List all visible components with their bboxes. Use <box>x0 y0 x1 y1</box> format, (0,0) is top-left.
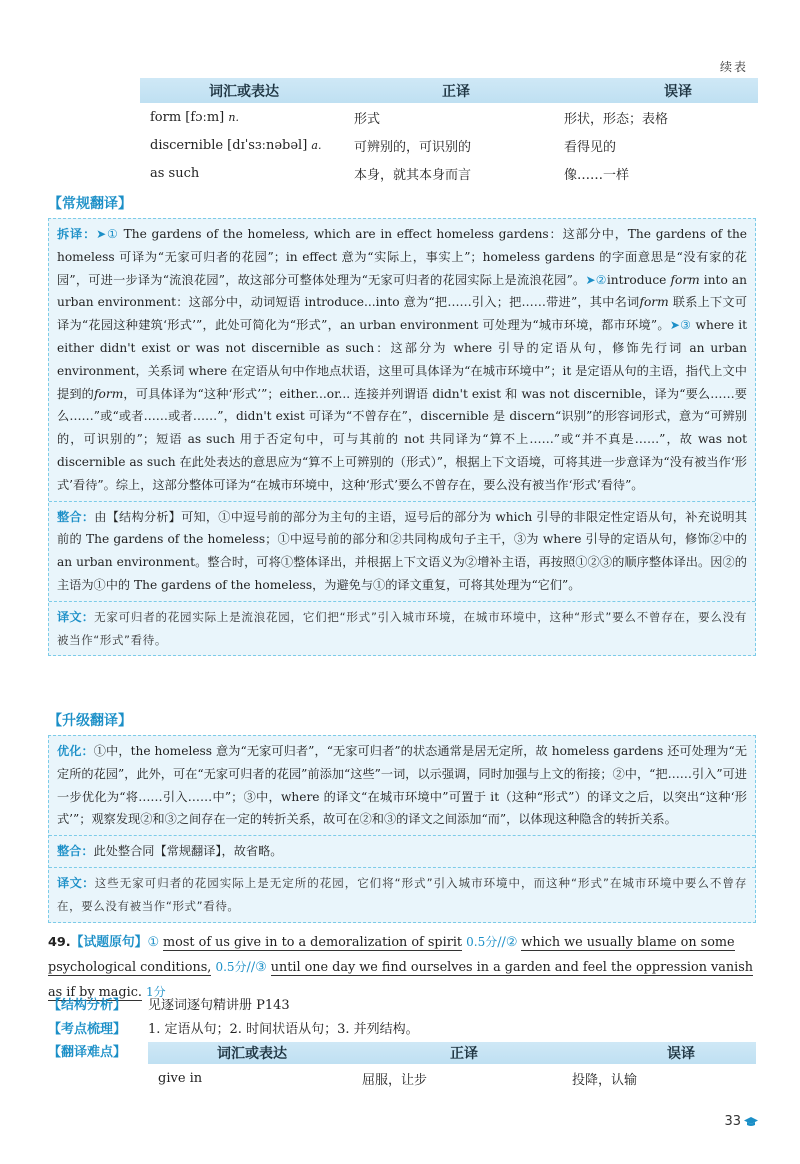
wrong-translation: 像……一样 <box>564 167 630 183</box>
wrong-translation: 投降，认输 <box>572 1072 638 1088</box>
sentence-part-2: which we usually blame on some psychological conditions, <box>48 935 735 975</box>
structure-analysis-tag: 【结构分析】 <box>48 998 127 1013</box>
term: discernible [dɪˈsɜːnəbəl] <box>150 137 308 153</box>
col-wrong: 误译 <box>664 83 692 100</box>
upgrade-translation-box <box>48 735 756 923</box>
circle-1-icon: ① <box>147 935 159 950</box>
merge-paragraph <box>49 835 755 867</box>
col-term: 词汇或表达 <box>217 1046 287 1062</box>
term: as such <box>150 165 200 181</box>
merge-text: 此处整合同【常规翻译】，故省略。 <box>93 844 283 859</box>
col-correct: 正译 <box>450 1046 478 1062</box>
vocab-table-header <box>140 78 758 103</box>
split-label: 拆译： <box>57 227 97 241</box>
circle-1-icon: ① <box>106 227 119 241</box>
correct-translation: 形式 <box>354 111 381 127</box>
col-term: 词汇或表达 <box>209 83 279 100</box>
optimize-text: ①中，the homeless 意为“无家可归者”，“无家可归者”的状态通常是居无定所，故 homeless gardens 还可处理为“无定所的花园”，此外，可在“无家可归者的花园”前添加“这些”一词，以示强调，同时加强与上文的衔接；②中，“把……引入”可进一步优化为“将……引入……中”；③中，where 的译文“在城市环境中”可置于 it（这种“形式”）的译文之后，以突出“这种‘形式’”；观察发现②和③之间存在一定的转折关系，故可在②和③的译文之间添加“而”，以体现这种隐含的转折关系。 <box>57 744 748 827</box>
exam-points-row <box>48 1018 419 1037</box>
part-of-speech: n. <box>228 110 239 124</box>
translation-text: 这些无家可归者的花园实际上是无定所的花园，它们将“形式”引入城市环境中，而这种“形式”在城市环境中要么不曾存在，要么没有被当作“形式”看待。 <box>57 875 748 913</box>
optimize-paragraph <box>49 736 755 835</box>
arrow-icon: ➤ <box>585 272 596 287</box>
split-part-3a: where it either didn't exist or was not discernible as such：这部分为 where 引导的定语从句，修饰先行词 an urban environment，关系词 where 在定语从句中作地点状语，这里可具体译为“在城市环境中”；it 是定语从句的主语，指代上文中提到的 <box>57 318 747 401</box>
col-correct: 正译 <box>442 83 470 100</box>
original-sentence-tag: 【试题原句】 <box>70 935 148 950</box>
difficulty-row <box>48 1042 756 1092</box>
merge-text: 由【结构分析】可知，①中逗号前的部分为主句的主语，逗号后的部分为 which 引导的非限定性定语从句，补充说明其前的 The gardens of the homeless；①中逗号前的部分和②共同构成句子主干，③为 where 引导的定语从句，修饰②中的 an urban environment。整合时，可将①整体译出，并根据上下文语义为②增补主语，再按照①②③的顺序整体译出。因②的主语为①中的 The gardens of the homeless，为避免与①的译文重复，可将其处理为“它们”。 <box>57 509 748 592</box>
split-part-3b: ，可具体译为“这种‘形式’”；either...or... 连接并列谓语 didn't exist 和 was not discernible，译为“要么……要么……”或“或者……或者……”，didn't exist 可译为“不曾存在”，discernible 是 discern“识别”的形容词形式，意为“可辨别的，可识别的”；短语 as such 用于否定句中，可与其前的 not 共同译为“算不上……”或“并不真是……”，故 was not discernible as such 在此处表达的意思应为“算不上可辨别的（形式）”，根据上下文语境，可将其进一步意译为“没有被当作‘形式’看待”。综上，这部分整体可译为“在城市环境中，这种‘形式’要么不曾存在，要么没有被当作‘形式’看待”。 <box>57 386 747 492</box>
translation-label: 译文： <box>57 609 95 624</box>
continued-label: 续表 <box>719 60 748 74</box>
question-number: 49. <box>48 935 71 950</box>
translation-paragraph <box>49 867 755 922</box>
sentence-part-1: most of us give in to a demoralization of spirit <box>163 935 463 950</box>
page-number-text: 33 <box>724 1114 741 1129</box>
wrong-translation: 形状，形态；表格 <box>564 111 669 127</box>
circle-2-icon: ② <box>505 935 518 950</box>
wrong-translation: 看得见的 <box>564 139 617 155</box>
question-49: 49.【试题原句】① most of us give in to a demoralization of spirit 0.5分//② which we usually blame on some psychological conditions, 0.5分//③ until one day we find ourselves in a garden and feel the oppression vanish as if by magic. 1分 <box>48 935 754 1000</box>
col-wrong: 误译 <box>667 1046 695 1062</box>
split-part-2a: introduce <box>606 272 671 287</box>
translation-label: 译文： <box>57 875 95 890</box>
split-part-3-em: form <box>94 386 124 401</box>
table-row <box>140 103 758 131</box>
split-part-1: The gardens of the homeless, which are in effect homeless gardens：这部分中，The gardens of the homeless 可译为“无家可归者的花园”；in effect 意为“实际上，事实上”；homeless gardens 的字面意思是“没有家的花园”，可进一步译为“流浪花园”，故这部分可整体处理为“无家可归者的花园实际上是流浪花园”。 <box>57 227 748 287</box>
arrow-icon: ➤ <box>669 318 680 333</box>
upgrade-translation-tag: 【升级翻译】 <box>48 713 132 729</box>
part-of-speech: a. <box>311 138 322 152</box>
split-part-2b: into an urban environment：这部分中，动词短语 introduce...into 意为“把……引入；把……带进”，其中名词 <box>57 272 747 310</box>
structure-analysis-text: 见逐词逐句精讲册 P143 <box>148 998 290 1013</box>
merge-label: 整合： <box>57 509 95 524</box>
table-row <box>148 1064 756 1092</box>
difficulty-table-header <box>148 1042 756 1064</box>
correct-translation: 屈服，让步 <box>362 1072 428 1088</box>
vocab-table <box>140 78 758 187</box>
circle-3-icon: ③ <box>255 960 267 975</box>
exam-points-tag: 【考点梳理】 <box>48 1022 127 1037</box>
table-row <box>140 159 758 187</box>
term: form [fɔːm] <box>150 109 225 125</box>
exam-points-text: 1. 定语从句；2. 时间状语从句；3. 并列结构。 <box>148 1022 419 1037</box>
translation-paragraph <box>49 601 755 656</box>
sentence-part-3: until one day we find ourselves in a garden and feel the oppression vanish as if by magic. <box>48 960 754 1000</box>
regular-translation-box <box>48 218 756 656</box>
score-1: 0.5分 <box>466 935 498 949</box>
circle-2-icon: ② <box>595 272 607 287</box>
circle-3-icon: ③ <box>679 318 692 333</box>
page-number <box>724 1114 758 1129</box>
arrow-icon: ➤ <box>96 227 107 241</box>
optimize-label: 优化： <box>57 744 94 758</box>
merge-paragraph <box>49 501 755 601</box>
table-row <box>140 131 758 159</box>
split-part-2-em: form <box>670 272 700 287</box>
structure-analysis-row <box>48 994 290 1013</box>
score-3: 1分 <box>146 985 166 999</box>
split-paragraph <box>49 219 755 501</box>
regular-translation-tag: 【常规翻译】 <box>48 196 132 212</box>
split-part-2c: 联系上下文可译为“花园这种建筑‘形式’”，此处可简化为“形式”，an urban environment 可处理为“城市环境，都市环境”。 <box>57 295 748 333</box>
difficulty-table <box>148 1042 756 1092</box>
correct-translation: 可辨别的，可识别的 <box>354 139 472 155</box>
difficulty-tag: 【翻译难点】 <box>48 1045 127 1060</box>
term: give in <box>158 1070 203 1086</box>
split-part-2-em: form <box>639 295 669 310</box>
merge-label: 整合： <box>57 844 94 859</box>
translation-text: 无家可归者的花园实际上是流浪花园，它们把“形式”引入城市环境，在城市环境中，这种“形式”要么不曾存在，要么没有被当作“形式”看待。 <box>57 609 748 647</box>
correct-translation: 本身，就其本身而言 <box>354 167 472 183</box>
score-2: 0.5分 <box>215 960 247 974</box>
graduation-cap-icon <box>744 1117 758 1127</box>
